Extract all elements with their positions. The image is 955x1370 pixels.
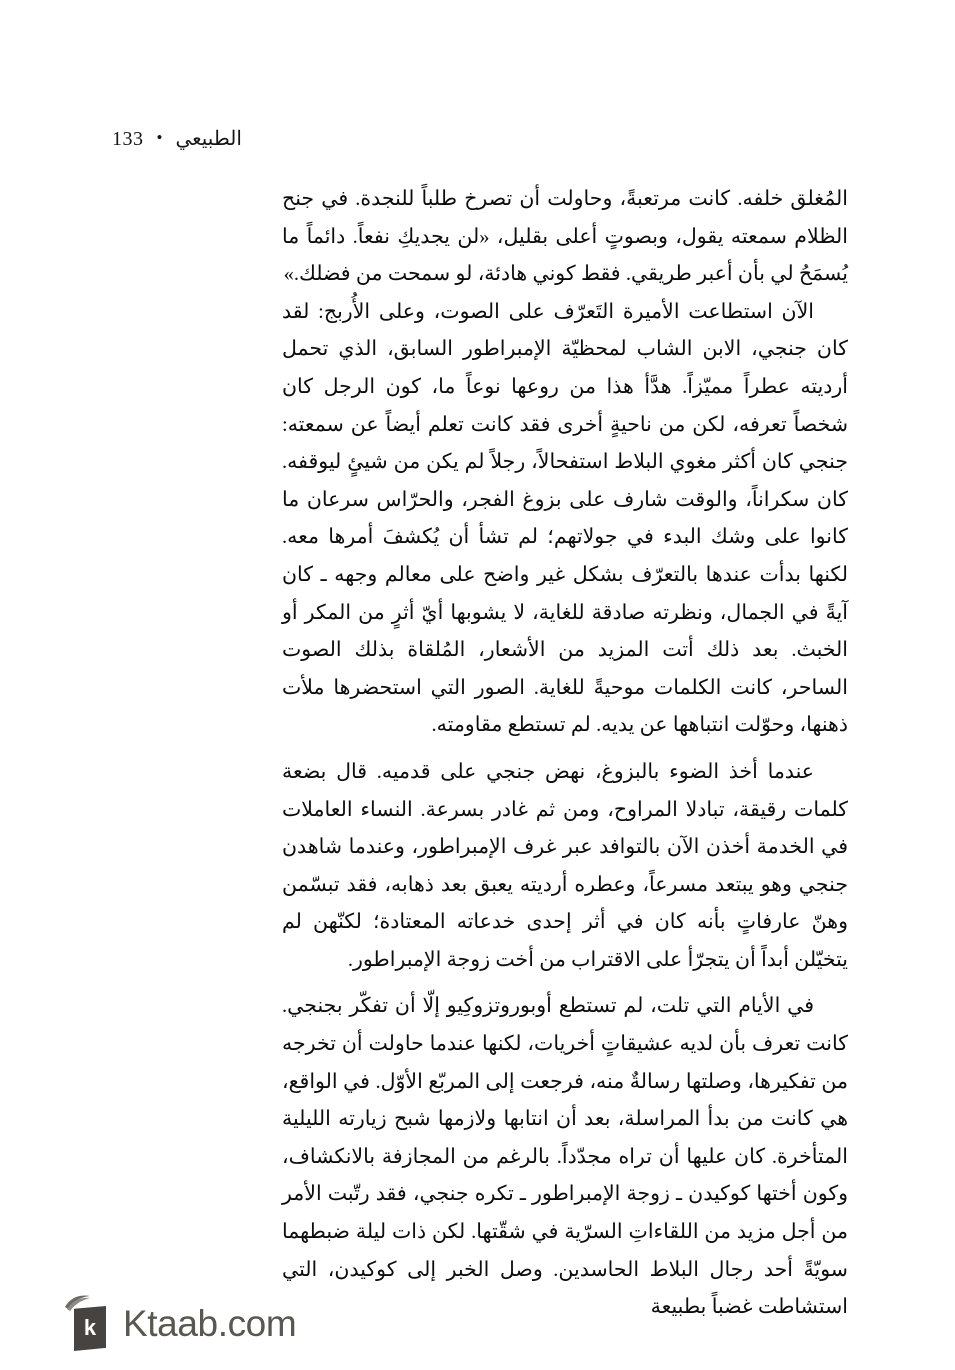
body-text-block: [282, 181, 848, 1327]
header-book-title: الطبيعي: [175, 128, 242, 150]
paragraph: الآن استطاعت الأميرة التَعرّف على الصوت، وعلى الأُربج: لقد كان جنجي، الابن الشاب لمحظيّة الإمبراطور السابق، الذي تحمل أرديته عطراً مميّزاً. هدَّأ هذا من روعها نوعاً ما، كون الرجل كان شخصاً تعرفه، لكن من ناحيةٍ أخرى فقد كانت تعلم أيضاً عن سمعته: جنجي كان أكثر مغوي البلاط استفحالاً، رجلاً لم يكن من شيئٍ ليوقفه. كان سكراناً، والوقت شارف على بزوغ الفجر، والحرّاس سرعان ما كانوا على وشك البدء في جولاتهم؛ لم تشأ أن يُكشفَ أمرها معه. لكنها بدأت عندها بالتعرّف بشكل غير واضح على معالم وجهه ـ كان آيةً في الجمال، ونظرته صادقة للغاية، لا يشوبها أيّ أثرٍ من المكر أو الخبث. بعد ذلك أتت المزيد من الأشعار، المُلقاة بذلك الصوت الساحر، كانت الكلمات موحيةً للغاية. الصور التي استحضرها ملأت ذهنها، وحوّلت انتباهها عن يديه. لم تستطع مقاومته.: [282, 300, 848, 737]
paragraph: في الأيام التي تلت، لم تستطع أوبوروتزوكِيو إلّا أن تفكّر بجنجي. كانت تعرف بأن لديه عشيقاتٍ أخريات، لكنها عندما حاولت أن تخرجه من تفكيرها، وصلتها رسالةٌ منه، فرجعت إلى المربّع الأوّل. في الواقع، هي كانت من بدأ المراسلة، بعد أن انتابها ولازمها شبح زيارته الليلية المتأخرة. كان عليها أن تراه مجدّداً. بالرغم من المجازفة بالانكشاف، وكون أختها كوكيدن ـ زوجة الإمبراطور ـ تكره جنجي، فقد رتّبت الأمر من أجل مزيد من اللقاءاتِ السرّية في شقّتها. لكن ذات ليلة ضبطهما سويّةً أحد رجال البلاط الحاسدين. وصل الخبر إلى كوكيدن، التي استشاطت غضباً بطبيعة: [282, 995, 848, 1319]
paragraph: عندما أخذ الضوء بالبزوغ، نهض جنجي على قدميه. قال بضعة كلمات رقيقة، تبادلا المراوح، ومن ثم غادر بسرعة. النساء العاملات في الخدمة أخذن الآن بالتوافد عبر غرف الإمبراطور، وعندما شاهدن جنجي وهو يبتعد مسرعاً، وعطره أرديته يعبق بعد ذهابه، فقد تبسّمن وهنّ عارفاتٍ بأنه كان في أثر إحدى خدعاته المعتادة؛ لكنّهن لم يتخيّلن أبداً أن يتجرّأ على الاقتراب من أخت زوجة الإمبراطور.: [282, 760, 848, 971]
bullet-separator-icon: •: [156, 128, 163, 147]
site-watermark: [64, 1294, 296, 1352]
page-number: 133: [112, 128, 144, 150]
site-name-label: Ktaab.com: [123, 1302, 297, 1344]
paragraph: المُغلق خلفه. كانت مرتعبةً، وحاولت أن تصرخ طلباً للنجدة. في جنح الظلام سمعته يقول، وبصوتٍ أعلى بقليل، «لن يجديكِ نفعاً. دائماً ما يُسمَحُ لي بأن أعبر طريقي. فقط كوني هادئة، لو سمحت من فضلك.»: [282, 188, 848, 286]
ktaab-book-icon: [64, 1294, 110, 1352]
running-header: [112, 126, 242, 151]
ktaab-letter-k: k: [83, 1314, 97, 1340]
